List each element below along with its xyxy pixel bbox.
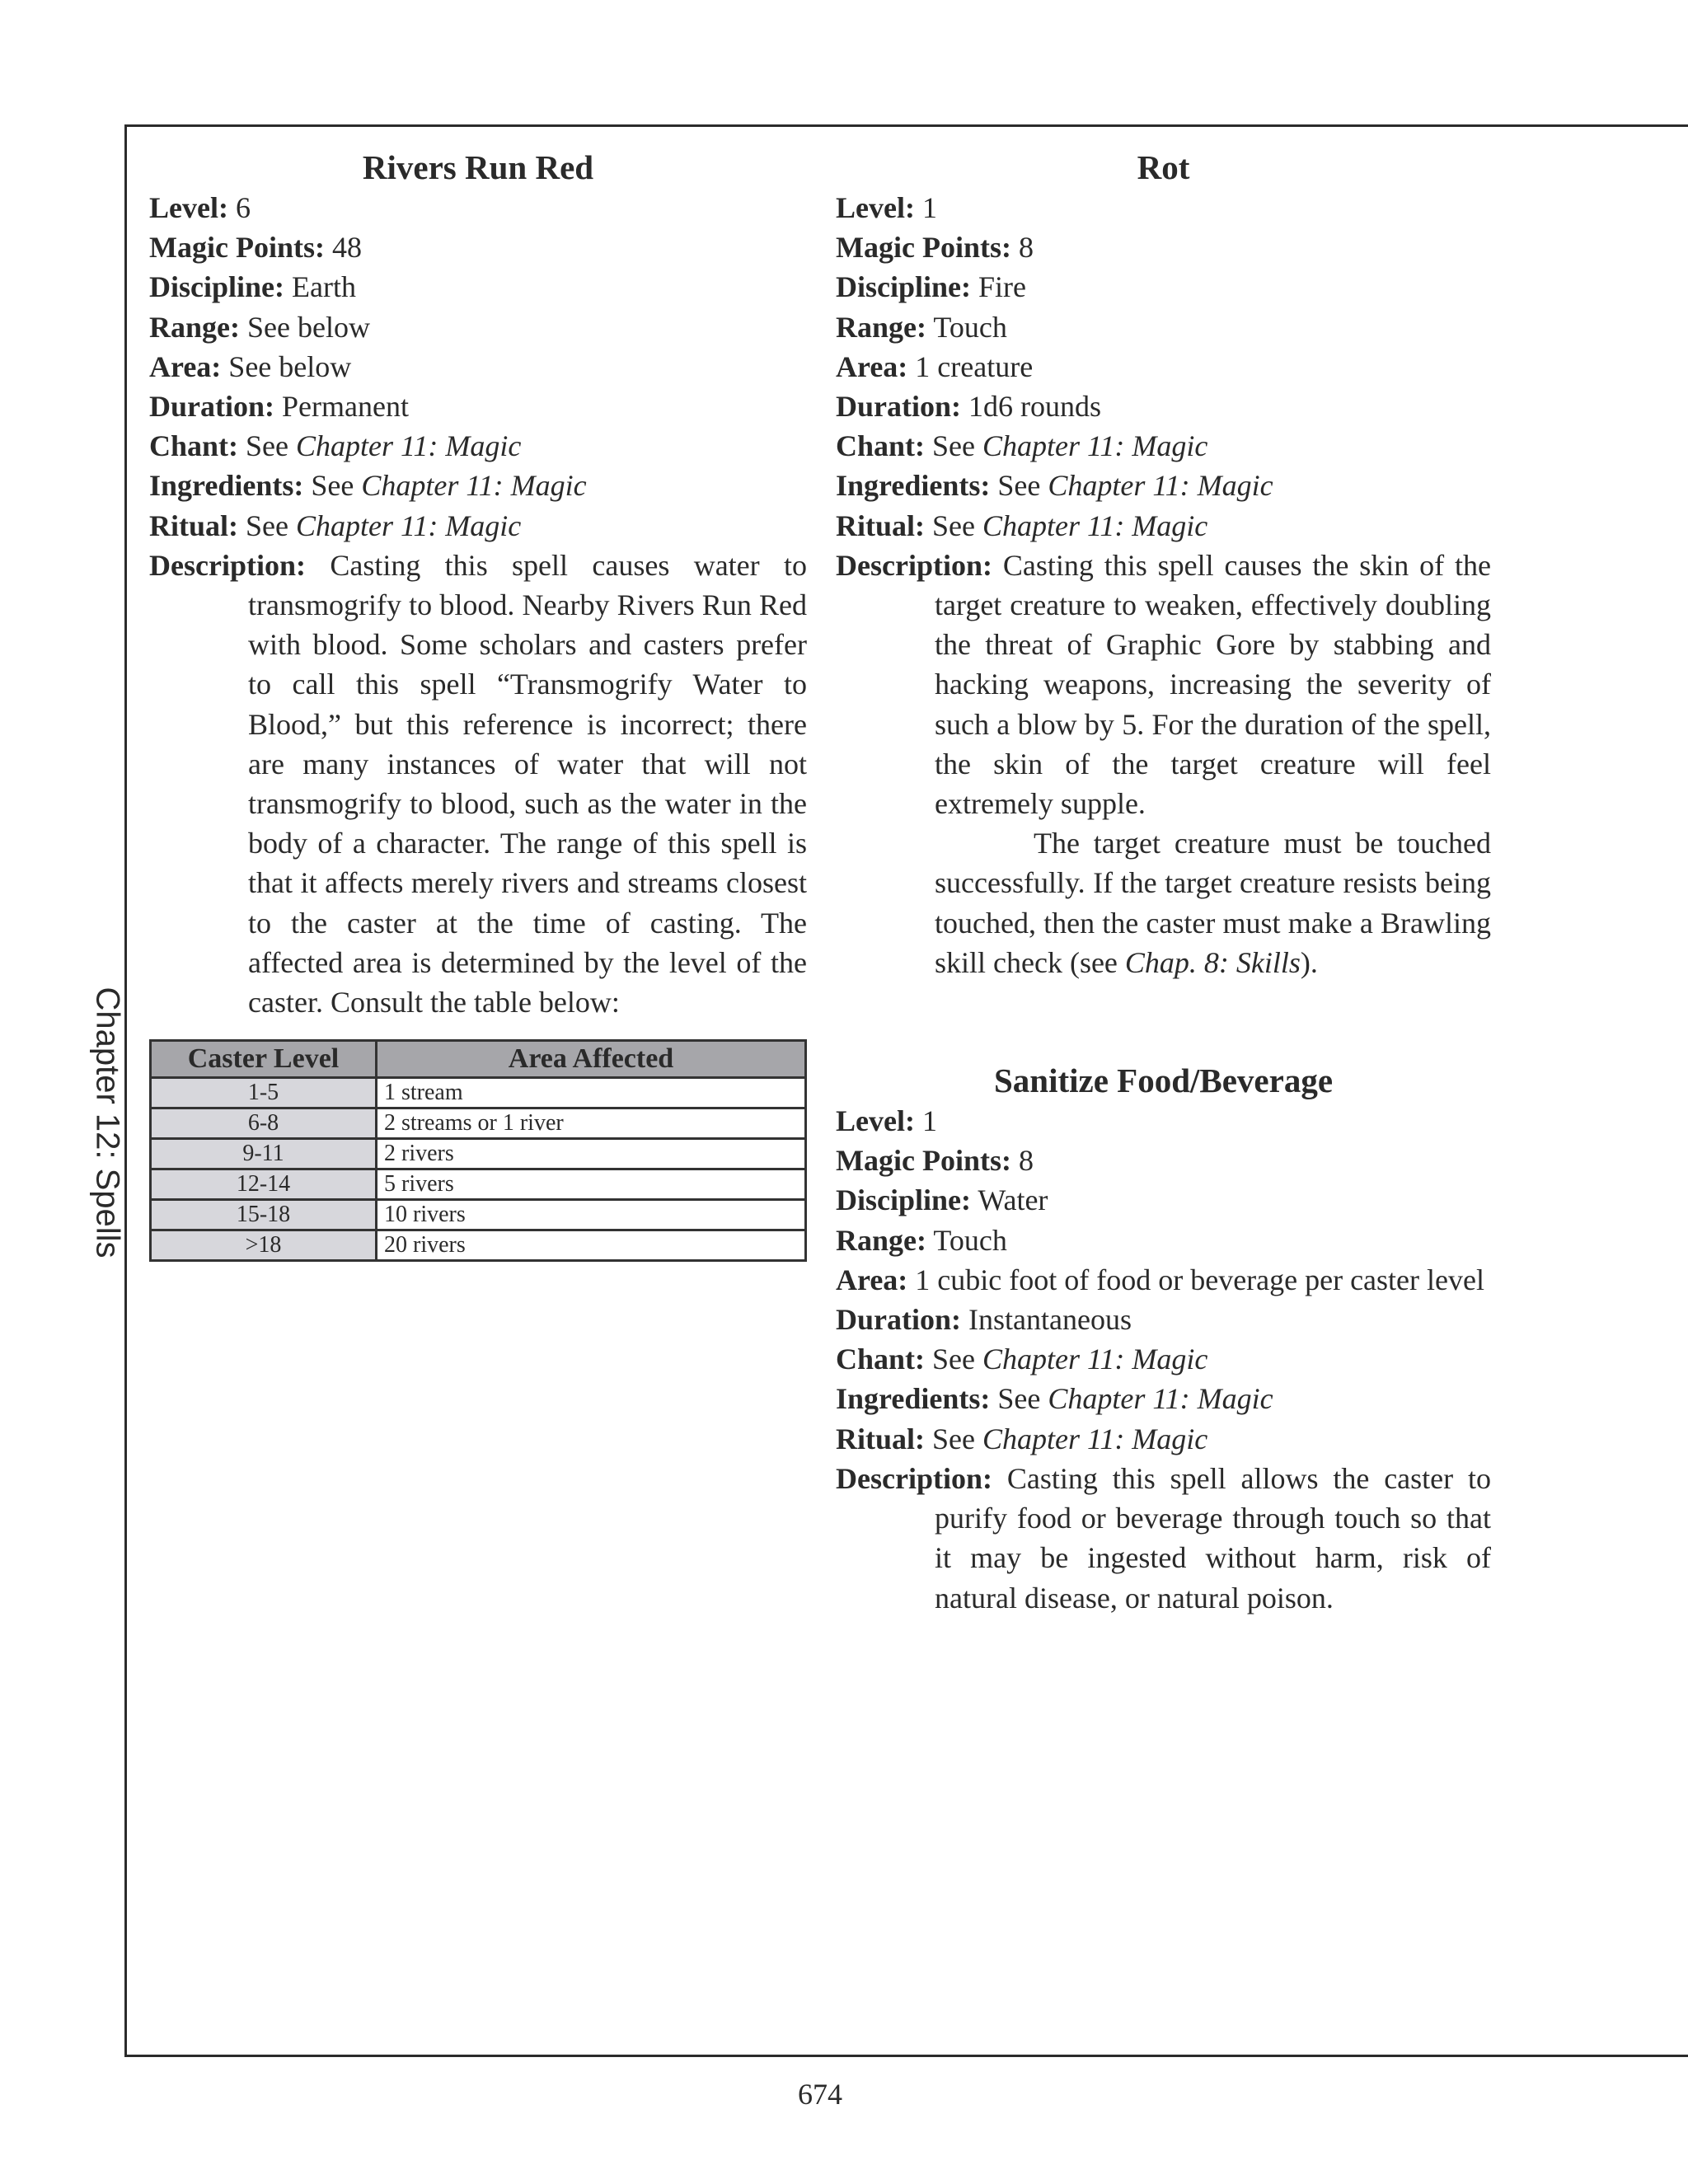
stat-magic-points: Magic Points: 48: [149, 231, 362, 265]
page-number: 674: [798, 2078, 842, 2111]
stat-area: Area: 1 creature: [836, 349, 1034, 383]
spell-description-paragraph-2: The target creature must be touched successfully. If the target creature resists being touched, then the caster must make a Brawling skill check (see Chap. 8: Skills).: [935, 827, 1491, 979]
chapter-side-label: Chapter 12: Spells: [89, 987, 126, 1258]
stat-duration: Duration: 1d6 rounds: [836, 390, 1101, 424]
table-row: 9-11 2 rivers: [151, 1139, 806, 1169]
stat-discipline: Discipline: Earth: [149, 270, 356, 304]
stat-chant: Chant: See Chapter 11: Magic: [836, 1343, 1208, 1376]
stat-duration: Duration: Permanent: [149, 390, 409, 424]
stat-level: Level: 6: [149, 191, 251, 224]
table-header-area-affected: Area Affected: [377, 1041, 806, 1078]
table-header-row: [151, 1041, 806, 1078]
stat-ritual: Ritual: See Chapter 11: Magic: [836, 1422, 1208, 1455]
spell-title-rot: Rot: [1137, 148, 1190, 186]
spell-description: Description: Casting this spell causes the skin of the target creature to weaken, effectively doubling the threat of Graphic Gore by stabbing and hacking weapons, increasing the severity of such a blow by 5. For the duration of the spell, the skin of the target creature will feel extremely supple.: [836, 548, 1491, 821]
stat-discipline: Discipline: Water: [836, 1183, 1048, 1217]
stat-range: Range: Touch: [836, 1223, 1007, 1257]
table-row: 1-5 1 stream: [151, 1078, 806, 1108]
spell-title-rivers-run-red: Rivers Run Red: [362, 148, 594, 186]
left-column: [149, 147, 807, 1262]
stat-ingredients: Ingredients: See Chapter 11: Magic: [149, 469, 587, 503]
stat-chant: Chant: See Chapter 11: Magic: [836, 429, 1208, 463]
stat-duration: Duration: Instantaneous: [836, 1303, 1132, 1337]
stat-ingredients: Ingredients: See Chapter 11: Magic: [836, 1382, 1273, 1416]
stat-magic-points: Magic Points: 8: [836, 231, 1034, 265]
right-column: [836, 147, 1491, 1618]
table-row: 12-14 5 rivers: [151, 1169, 806, 1200]
table-row: 15-18 10 rivers: [151, 1200, 806, 1230]
stat-chant: Chant: See Chapter 11: Magic: [149, 429, 522, 463]
stat-range: Range: See below: [149, 310, 370, 344]
stat-ritual: Ritual: See Chapter 11: Magic: [149, 509, 522, 542]
stat-area: Area: 1 cubic foot of food or beverage per caster level: [836, 1263, 1484, 1296]
spell-title-sanitize-food-beverage: Sanitize Food/Beverage: [993, 1062, 1334, 1100]
stat-range: Range: Touch: [836, 310, 1007, 344]
stat-ingredients: Ingredients: See Chapter 11: Magic: [836, 469, 1273, 503]
stat-discipline: Discipline: Fire: [836, 270, 1027, 304]
stat-ritual: Ritual: See Chapter 11: Magic: [836, 509, 1208, 542]
table-row: 6-8 2 streams or 1 river: [151, 1108, 806, 1139]
caster-level-table: [149, 1039, 807, 1262]
stat-level: Level: 1: [836, 1104, 937, 1138]
table-row: >18 20 rivers: [151, 1230, 806, 1261]
stat-area: Area: See below: [149, 349, 352, 383]
stat-magic-points: Magic Points: 8: [836, 1144, 1034, 1178]
stat-level: Level: 1: [836, 191, 937, 224]
table-header-caster-level: Caster Level: [151, 1041, 377, 1078]
spell-description: Description: Casting this spell allows the caster to purify food or beverage through touch so that it may be ingested without harm, risk of natural disease, or natural poison.: [836, 1461, 1491, 1615]
spell-description: Description: Casting this spell causes water to transmogrify to blood. Nearby Rivers Run Red with blood. Some scholars and casters prefer to call this spell “Transmogrify Water to Blood,” but this reference is incorrect; there are many instances of water that will not transmogrify to blood, such as the water in the body of a character. The range of this spell is that it affects merely rivers and streams closest to the caster at the time of casting. The affected area is determined by the level of the caster. Consult the table below:: [149, 548, 807, 1019]
